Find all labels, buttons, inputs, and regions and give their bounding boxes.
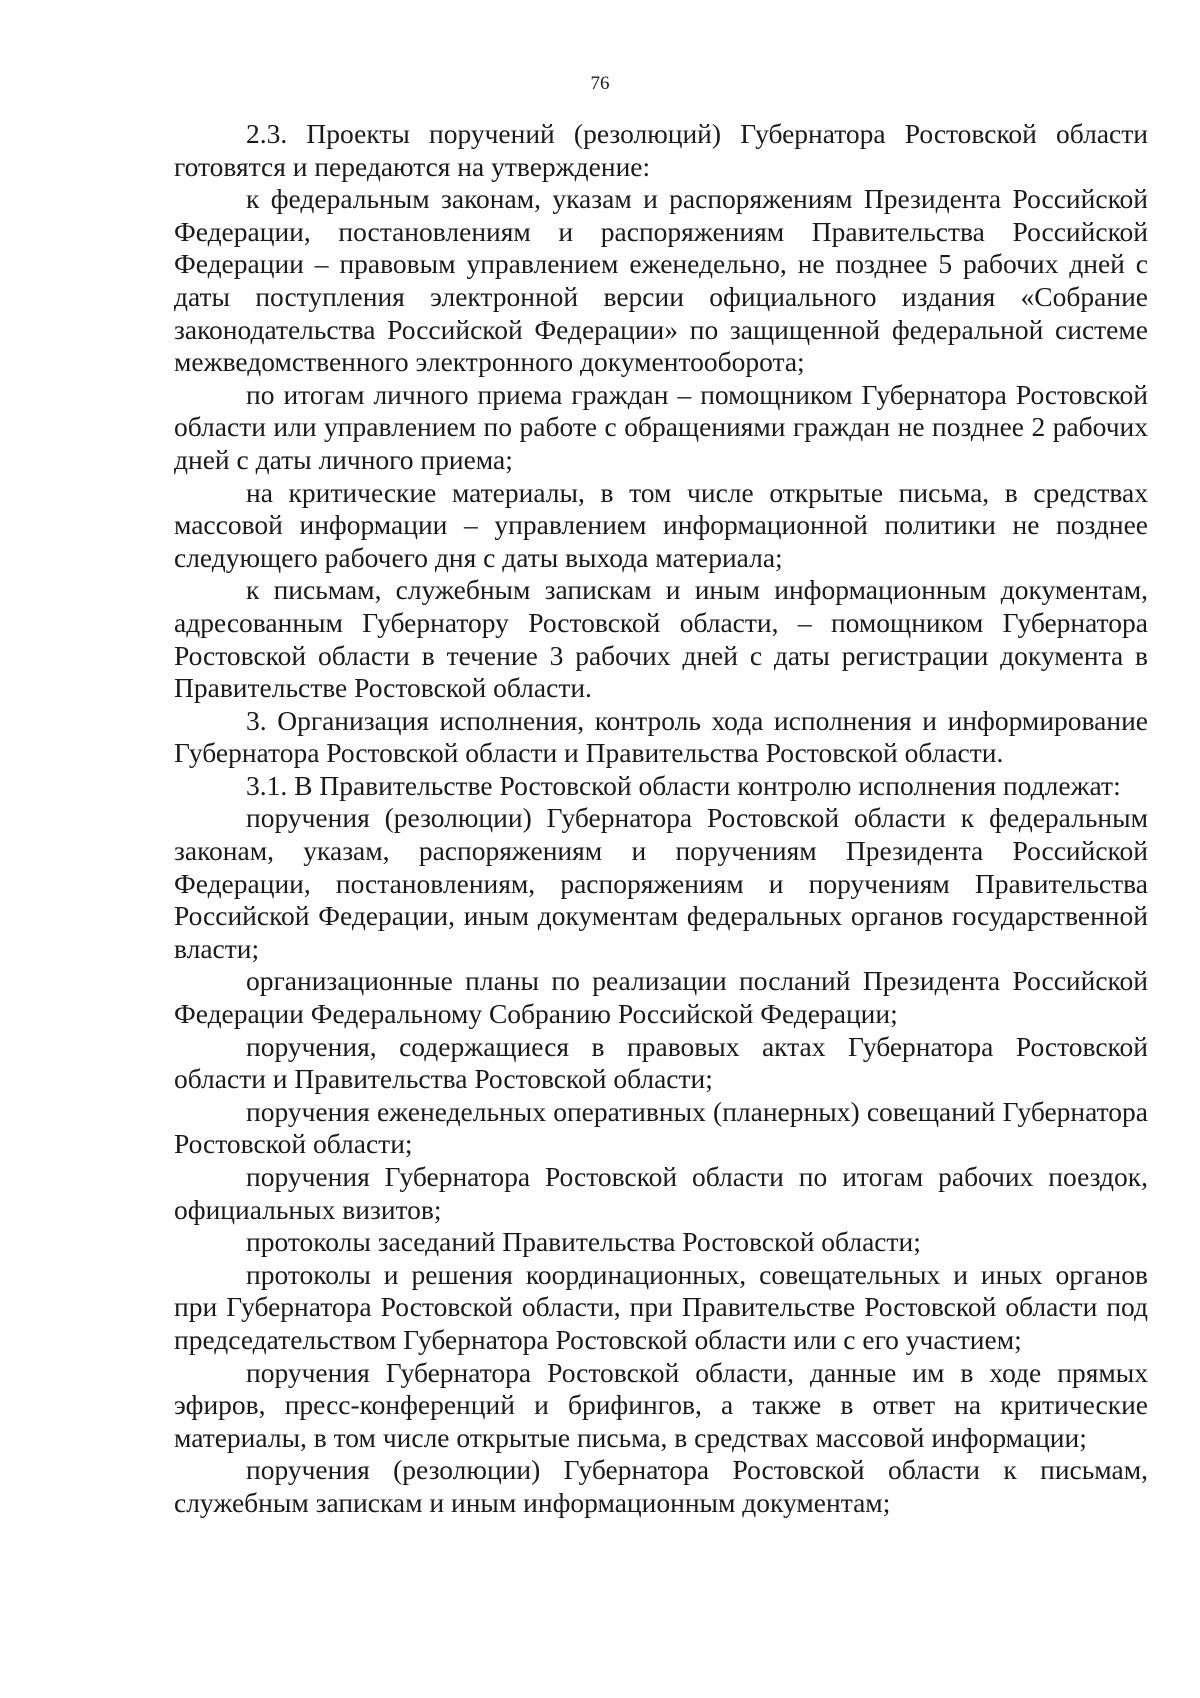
list-item-coordination-bodies: протоколы и решения координационных, совещательных и иных органов при Губернатора Ростовской области, при Правительстве Ростовской области под председательством Губернатора Ростовской области или с его участием; [174,1258,1148,1355]
page-number: 76 [590,73,610,94]
list-item-org-plans: организационные планы по реализации посланий Президента Российской Федерации Федеральному Собранию Российской Федерации; [174,965,1148,1030]
document-body [174,118,1148,1520]
paragraph-2-3: 2.3. Проекты поручений (резолюций) Губернатора Ростовской области готовятся и передаются на утверждение: [174,118,1148,182]
paragraph-letters: к письмам, служебным запискам и иным информационным документам, адресованным Губернатору Ростовской области, – помощником Губернатора Ростовской области в течение 3 рабочих дней с даты регистрации документа в Правительстве Ростовской области. [174,574,1148,704]
paragraph-3-1: 3.1. В Правительстве Ростовской области контролю исполнения подлежат: [246,769,1121,801]
list-item-legal-acts: поручения, содержащиеся в правовых актах Губернатора Ростовской области и Правительства Ростовской области; [174,1030,1148,1095]
paragraph-critical-materials: на критические материалы, в том числе открытые письма, в средствах массовой информации – управлением информационной политики не позднее следующего рабочего дня с даты выхода материала; [174,476,1148,573]
list-item-live-broadcasts: поручения Губернатора Ростовской области, данные им в ходе прямых эфиров, пресс-конференций и брифингов, а также в ответ на критические материалы, в том числе открытые письма, в средствах массовой информации; [174,1356,1148,1453]
list-item-resolutions-letters: поручения (резолюции) Губернатора Ростовской области к письмам, служебным запискам и иным информационным документам; [174,1454,1148,1518]
list-item-weekly-meetings: поручения еженедельных оперативных (планерных) совещаний Губернатора Ростовской области; [174,1095,1148,1160]
paragraph-federal-laws: к федеральным законам, указам и распоряжениям Президента Российской Федерации, постановлениям и распоряжениям Правительства Российской Федерации – правовым управлением еженедельно, не позднее 5 рабочих дней с даты поступления электронной версии официального издания «Собрание законодательства Российской Федерации» по защищенной федеральной системе межведомственного электронного документооборота; [174,183,1148,378]
list-item-federal-orders: поручения (резолюции) Губернатора Ростовской области к федеральным законам, указам, распоряжениям и поручениям Президента Российской Федерации, постановлениям, распоряжениям и поручениям Правительства Российской Федерации, иным документам федеральных органов государственной власти; [174,802,1148,964]
section-3-heading: 3. Организация исполнения, контроль хода исполнения и информирование Губернатора Ростовской области и Правительства Ростовской области. [174,704,1148,769]
list-item-government-protocols: протоколы заседаний Правительства Ростовской области; [246,1226,921,1258]
list-item-working-trips: поручения Губернатора Ростовской области по итогам рабочих поездок, официальных визитов; [174,1161,1148,1225]
paragraph-personal-reception: по итогам личного приема граждан – помощником Губернатора Ростовской области или управлением по работе с обращениями граждан не позднее 2 рабочих дней с даты личного приема; [174,378,1148,475]
